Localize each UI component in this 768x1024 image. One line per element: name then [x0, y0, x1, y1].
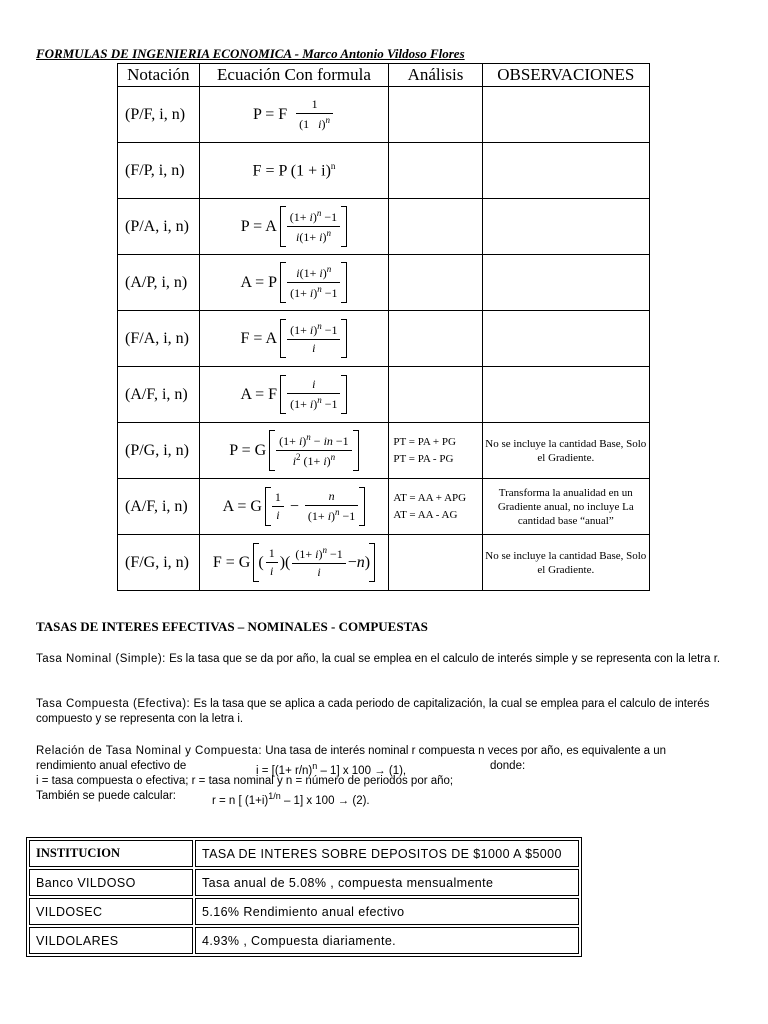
table-row: [29, 869, 579, 896]
analysis-cell: [389, 423, 482, 479]
observation-cell: Transforma la anualidad en un Gradiente anual, no incluye La cantidad base “anual”: [482, 479, 649, 535]
text-compuesta: Es la tasa que se aplica a cada periodo de capitalización, la cual se emplea para el calculo de interés compuesto y se representa con la letra i.: [36, 698, 710, 725]
observation-cell: [482, 255, 649, 311]
observation-cell: [482, 311, 649, 367]
table-row: [118, 199, 650, 255]
section-title: TASAS DE INTERES EFECTIVAS – NOMINALES - COMPUESTAS: [36, 619, 428, 634]
formula-1: $i = [(1+ r/n)^n - 1]$ x 100 → (1),: [256, 761, 407, 777]
institution-rate: 5.16% Rendimiento anual efectivo: [195, 898, 579, 925]
text-relacion: Una tasa de interés nominal r compuesta n veces por año, es equivalente a un: [262, 745, 667, 757]
formula-ag: A = G $\frac{1}{i}$ − $\frac{n}{(1+ i)^n -1}$: [199, 479, 389, 535]
formula-fp: F = P $(1 + i)^n$: [199, 143, 389, 199]
notation-cell: (P/F, i, n): [118, 87, 200, 143]
table-row: [118, 535, 650, 591]
notation-cell: (A/P, i, n): [118, 255, 200, 311]
formula-pg: P = G $\frac{(1+ i)^n - in -1}{i^2 (1+ i)^n}$: [199, 423, 389, 479]
table-row: [118, 87, 650, 143]
col-analisis: Análisis: [389, 64, 482, 87]
institution-name: VILDOSEC: [29, 898, 193, 925]
analysis-cell: [389, 199, 482, 255]
table-row: [29, 898, 579, 925]
notation-cell: (P/A, i, n): [118, 199, 200, 255]
col-institucion: INSTITUCION: [29, 840, 193, 867]
formula-fa: F = A $\frac{(1+ i)^n -1}{i}$: [199, 311, 389, 367]
institution-rate: 4.93% , Compuesta diariamente.: [195, 927, 579, 954]
observation-cell: [482, 199, 649, 255]
table-header-row: [118, 64, 650, 87]
formulas-table: [117, 63, 650, 591]
document-header: FORMULAS DE INGENIERIA ECONOMICA - Marco Antonio Vildoso Flores: [36, 46, 465, 61]
table-row: [118, 143, 650, 199]
institution-name: VILDOLARES: [29, 927, 193, 954]
analysis-cell: [389, 143, 482, 199]
formula-fg: F = G ( $\frac{1}{i}$ )( $\frac{(1+ i)^n -1}{i}$ − n ): [199, 535, 389, 591]
notation-cell: (P/G, i, n): [118, 423, 200, 479]
table-row: [118, 255, 650, 311]
formula-pa: P = A $\frac{(1+ i)^n -1}{i(1+ i)^n}$: [199, 199, 389, 255]
notation-cell: (A/F, i, n): [118, 367, 200, 423]
col-tasa: TASA DE INTERES SOBRE DEPOSITOS DE $1000 A $5000: [195, 840, 579, 867]
analysis-line: PT = PA - PG: [393, 453, 454, 465]
table-row: [118, 423, 650, 479]
table-row: [118, 367, 650, 423]
observation-cell: [482, 367, 649, 423]
observation-cell: [482, 87, 649, 143]
formula-2: r = n [ $(1+i)^{1/n} - 1$] x 100 → (2).: [212, 791, 370, 807]
paragraph-compuesta: [36, 697, 736, 727]
col-observaciones: OBSERVACIONES: [482, 64, 649, 87]
notation-cell: (A/F, i, n): [118, 479, 200, 535]
notation-cell: (F/A, i, n): [118, 311, 200, 367]
observation-cell: No se incluye la cantidad Base, Solo el Gradiente.: [482, 535, 649, 591]
analysis-cell: [389, 479, 482, 535]
table-row: [29, 927, 579, 954]
col-ecuacion: Ecuación Con formula: [199, 64, 389, 87]
table-row: [118, 311, 650, 367]
table-row: [118, 479, 650, 535]
notation-cell: (F/P, i, n): [118, 143, 200, 199]
relacion-line3: i = tasa compuesta o efectiva; r = tasa nominal y n = número de periodos por año;: [36, 775, 454, 787]
analysis-cell: [389, 535, 482, 591]
institution-rate: Tasa anual de 5.08% , compuesta mensualmente: [195, 869, 579, 896]
term-relacion: Relación de Tasa Nominal y Compuesta:: [36, 745, 263, 757]
paragraph-relacion: [36, 744, 736, 807]
term-compuesta: Tasa Compuesta (Efectiva):: [36, 698, 191, 710]
term-nominal: Tasa Nominal (Simple):: [36, 653, 166, 665]
institution-name: Banco VILDOSO: [29, 869, 193, 896]
analysis-line: AT = AA - AG: [393, 509, 458, 521]
observation-cell: No se incluye la cantidad Base, Solo el Gradiente.: [482, 423, 649, 479]
institutions-table: [26, 837, 582, 957]
formula-ap: A = P $\frac{i(1+ i)^n}{(1+ i)^n -1}$: [199, 255, 389, 311]
analysis-cell: [389, 367, 482, 423]
analysis-line: AT = AA + APG: [393, 492, 467, 504]
col-notacion: Notación: [118, 64, 200, 87]
relacion-line4-a: También se puede calcular:: [36, 790, 176, 802]
table-header-row: [29, 840, 579, 867]
paragraph-nominal: [36, 652, 736, 667]
notation-cell: (F/G, i, n): [118, 535, 200, 591]
relacion-line2-a: rendimiento anual efectivo de: [36, 760, 187, 772]
formula-af: A = F $\frac{i}{(1+ i)^n -1}$: [199, 367, 389, 423]
analysis-cell: [389, 255, 482, 311]
analysis-line: PT = PA + PG: [393, 436, 456, 448]
relacion-line2-d: donde:: [490, 760, 526, 772]
formula-pf: P = F $\frac{1}{(1 i)^n}$: [199, 87, 389, 143]
observation-cell: [482, 143, 649, 199]
analysis-cell: [389, 311, 482, 367]
text-nominal: Es la tasa que se da por año, la cual se emplea en el calculo de interés simple y se representa con la letra r.: [165, 653, 721, 665]
analysis-cell: [389, 87, 482, 143]
